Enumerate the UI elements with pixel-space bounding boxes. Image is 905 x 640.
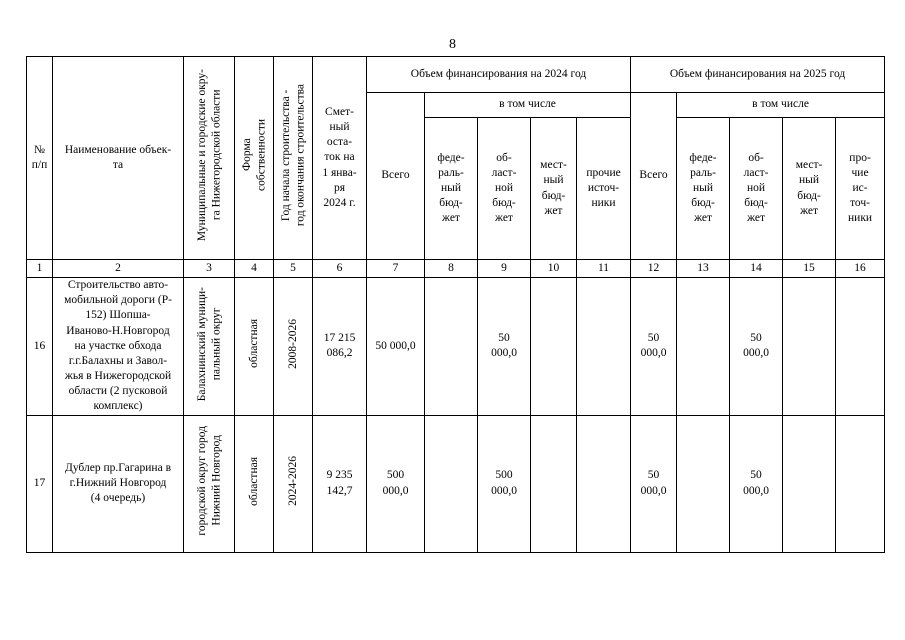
funding-table [26, 56, 885, 553]
federal-2025-value [677, 278, 730, 416]
ownership-text: областная [247, 319, 260, 369]
total-2025-value: 50 000,0 [631, 415, 677, 552]
object-name: Строительство авто- мобильной дороги (Р- 152) Шопша- Иваново-Н.Новгород на участке обхода г.г.Балахны и Завол- жья в Нижегородской области (2 пусковой комплекс) [53, 278, 184, 416]
column-number: 1 [27, 260, 53, 278]
column-number: 4 [235, 260, 274, 278]
header-municipality [184, 57, 235, 260]
years-text: 2024-2026 [286, 456, 299, 506]
page-number: 8 [449, 37, 456, 52]
column-number: 6 [313, 260, 367, 278]
column-number: 16 [836, 260, 885, 278]
column-number: 15 [783, 260, 836, 278]
row-num: 17 [27, 415, 53, 552]
total-2024-value: 50 000,0 [367, 278, 425, 416]
object-name: Дублер пр.Гагарина в г.Нижний Новгород (4 очередь) [53, 415, 184, 552]
column-number: 10 [531, 260, 577, 278]
federal-2024-value [425, 278, 478, 416]
header-row-1 [27, 57, 885, 93]
header-municipality-text: Муниципальные и городские окру- га Нижегородской области [195, 69, 222, 242]
column-number: 5 [274, 260, 313, 278]
column-number: 11 [577, 260, 631, 278]
column-number: 7 [367, 260, 425, 278]
header-total-2024: Всего [367, 93, 425, 260]
header-other-2024: прочие источ- ники [577, 118, 631, 260]
municipality-cell [184, 278, 235, 416]
total-2024-value: 500 000,0 [367, 415, 425, 552]
header-federal-2025: феде- раль- ный бюд- жет [677, 118, 730, 260]
other-2024-value [577, 278, 631, 416]
column-number: 8 [425, 260, 478, 278]
header-local-2024: мест- ный бюд- жет [531, 118, 577, 260]
header-num: № п/п [27, 57, 53, 260]
header-funding-2024: Объем финансирования на 2024 год [367, 57, 631, 93]
table-row [27, 415, 885, 552]
header-federal-2024: феде- раль- ный бюд- жет [425, 118, 478, 260]
header-years-text: Год начала строительства - год окончания строительства [279, 84, 306, 227]
header-ownership-text: Форма собственности [240, 119, 267, 192]
header-including-2024: в том числе [425, 93, 631, 118]
regional-2024-value: 500 000,0 [478, 415, 531, 552]
municipality-cell [184, 415, 235, 552]
header-including-2025: в том числе [677, 93, 885, 118]
years-cell [274, 278, 313, 416]
column-number: 2 [53, 260, 184, 278]
header-balance: Смет- ный оста- ток на 1 янва- ря 2024 г. [313, 57, 367, 260]
other-2025-value [836, 278, 885, 416]
local-2025-value [783, 278, 836, 416]
header-regional-2024: об- ласт- ной бюд- жет [478, 118, 531, 260]
header-other-2025: про- чие ис- точ- ники [836, 118, 885, 260]
local-2024-value [531, 415, 577, 552]
header-name: Наименование объек- та [53, 57, 184, 260]
total-2025-value: 50 000,0 [631, 278, 677, 416]
federal-2024-value [425, 415, 478, 552]
header-ownership [235, 57, 274, 260]
column-number: 9 [478, 260, 531, 278]
row-num: 16 [27, 278, 53, 416]
balance-value: 9 235 142,7 [313, 415, 367, 552]
header-regional-2025: об- ласт- ной бюд- жет [730, 118, 783, 260]
column-number: 14 [730, 260, 783, 278]
ownership-cell [235, 278, 274, 416]
local-2024-value [531, 278, 577, 416]
balance-value: 17 215 086,2 [313, 278, 367, 416]
ownership-text: областная [247, 456, 260, 506]
municipality-text: Балахнинский муници- пальный округ [195, 286, 222, 401]
other-2025-value [836, 415, 885, 552]
regional-2025-value: 50 000,0 [730, 278, 783, 416]
regional-2025-value: 50 000,0 [730, 415, 783, 552]
years-text: 2008-2026 [286, 318, 299, 369]
ownership-cell [235, 415, 274, 552]
federal-2025-value [677, 415, 730, 552]
regional-2024-value: 50 000,0 [478, 278, 531, 416]
local-2025-value [783, 415, 836, 552]
header-years [274, 57, 313, 260]
column-number: 3 [184, 260, 235, 278]
header-total-2025: Всего [631, 93, 677, 260]
municipality-text: городской округ город Нижний Новгород [195, 426, 222, 536]
column-number-row [27, 260, 885, 278]
table-row [27, 278, 885, 416]
header-funding-2025: Объем финансирования на 2025 год [631, 57, 885, 93]
years-cell [274, 415, 313, 552]
column-number: 12 [631, 260, 677, 278]
other-2024-value [577, 415, 631, 552]
header-local-2025: мест- ный бюд- жет [783, 118, 836, 260]
column-number: 13 [677, 260, 730, 278]
